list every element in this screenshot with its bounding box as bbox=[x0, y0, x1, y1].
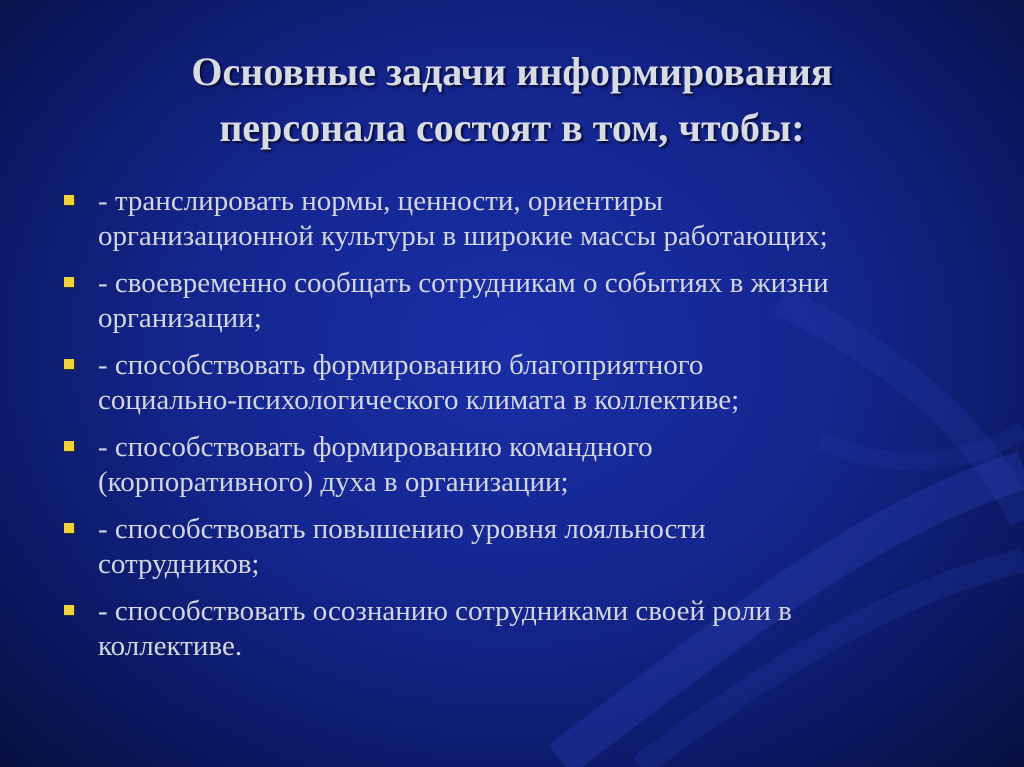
bullet-list bbox=[62, 184, 962, 676]
bullet-3-line-1: - способствовать формированию благоприятного bbox=[98, 349, 704, 381]
bullet-5-line-1: - способствовать повышению уровня лояльности bbox=[98, 513, 706, 545]
bullet-square-icon bbox=[64, 441, 74, 451]
bullet-item-5 bbox=[62, 512, 962, 582]
bullet-square-icon bbox=[64, 359, 74, 369]
bullet-4-line-2: (корпоративного) духа в организации; bbox=[98, 466, 569, 498]
bullet-4-line-1: - способствовать формированию командного bbox=[98, 431, 653, 463]
slide-title bbox=[0, 44, 1024, 156]
bullet-item-1 bbox=[62, 184, 962, 254]
bullet-1-line-2: организационной культуры в широкие массы работающих; bbox=[98, 220, 828, 252]
bullet-square-icon bbox=[64, 605, 74, 615]
bullet-item-6 bbox=[62, 594, 962, 664]
bullet-2-line-2: организации; bbox=[98, 302, 262, 334]
bullet-item-4 bbox=[62, 430, 962, 500]
bullet-square-icon bbox=[64, 277, 74, 287]
bullet-square-icon bbox=[64, 195, 74, 205]
bullet-1-line-1: - транслировать нормы, ценности, ориентиры bbox=[98, 185, 663, 217]
title-line-2: персонала состоят в том, чтобы: bbox=[219, 105, 805, 150]
bullet-item-3 bbox=[62, 348, 962, 418]
bullet-3-line-2: социально-психологического климата в коллективе; bbox=[98, 384, 740, 416]
bullet-6-line-2: коллективе. bbox=[98, 630, 243, 662]
bullet-5-line-2: сотрудников; bbox=[98, 548, 260, 580]
title-line-1: Основные задачи информирования bbox=[191, 49, 833, 94]
bullet-item-2 bbox=[62, 266, 962, 336]
bullet-6-line-1: - способствовать осознанию сотрудниками своей роли в bbox=[98, 595, 792, 627]
bullet-square-icon bbox=[64, 523, 74, 533]
bullet-2-line-1: - своевременно сообщать сотрудникам о событиях в жизни bbox=[98, 267, 829, 299]
